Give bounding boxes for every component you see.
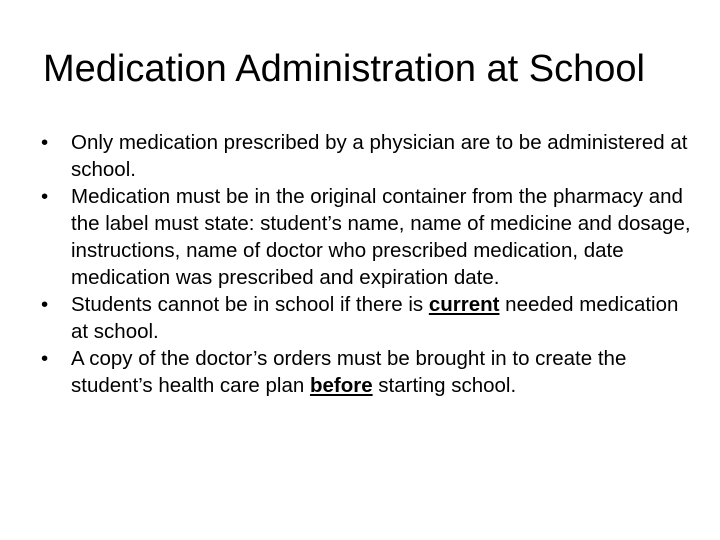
bullet-text: Only medication prescribed by a physician are to be administered at school. xyxy=(71,131,688,181)
bullet-emphasis-current: current xyxy=(428,293,500,316)
bullet-icon: • xyxy=(41,131,49,154)
bullet-text-before: Students cannot be in school if there is xyxy=(71,293,429,316)
bullet-text-before: A copy of the doctor’s orders must be brought in to create the student’s health care plan xyxy=(71,347,627,397)
bullet-text-after: needed medication at school. xyxy=(71,293,679,343)
bullet-item-current-medication xyxy=(41,291,691,345)
bullet-emphasis-before: before xyxy=(309,374,373,397)
bullet-text: Medication must be in the original container from the pharmacy and the label must state: student’s name, name of medicine and dosage, instructions, name of doctor who prescribed medication, date medication was prescribed and expiration date. xyxy=(71,185,691,289)
bullet-item-doctors-orders xyxy=(41,345,691,399)
bullet-item-original-container xyxy=(41,183,691,291)
bullet-text-after: starting school. xyxy=(372,374,517,397)
bullet-icon: • xyxy=(41,347,49,370)
bullet-icon: • xyxy=(41,185,49,208)
slide-title: Medication Administration at School xyxy=(43,48,645,90)
bullet-item-prescribed-medication xyxy=(41,129,691,183)
bullet-icon: • xyxy=(41,293,49,316)
bullet-list xyxy=(41,129,691,399)
